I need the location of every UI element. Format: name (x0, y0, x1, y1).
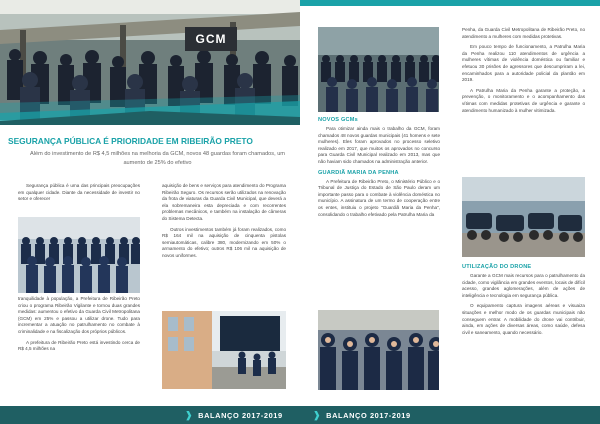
paragraph: tranquilidade à população, a Prefeitura de Ribeirão Preto criou o programa Ribeirão Vigilante e tornou duas grandes medidas: aumentou o efetivo da Guarda Civil Metropolitana (GCM) em 25% e passou a utilizar drone. Tudo para incrementar a atuação no patrulhamento no combate à criminalidade e na fiscalização dos próprios públicos. (18, 296, 140, 334)
section-title-guardia: GUARDIÃ MARIA DA PENHA (318, 169, 399, 176)
paragraph: Outros investimentos também já foram realizados, como R$ 164 mil na aquisição de cinquenta pistolas semiautomáticas, calibre 380, modernizando em 50% o armamento do efetivo; outros R$ 106 mil na aquisição de novos uniformes. (162, 226, 286, 258)
page-title: SEGURANÇA PÚBLICA É PRIORIDADE EM RIBEIRÃO PRETO (8, 136, 253, 146)
page-subtitle: Além do investimento de R$ 4,5 milhões na melhoria da GCM, novos 48 guardas foram chamados, um aumento de 25% do efetivo (30, 151, 285, 166)
footer-right-label: BALANÇO 2017-2019 (326, 410, 411, 420)
footer-left-label: BALANÇO 2017-2019 (198, 410, 283, 420)
paragraph: Em pouco tempo de funcionamento, a Patrulha Maria da Penha realizou 110 atendimentos de urgência a mulheres vítimas de violência doméstica ou familiar e efetuou 30 prisões de agressores que descumpriram a lei, encaminhados para a autoridade policial da plantão em 2019. (462, 44, 585, 83)
left-column-1 (18, 183, 140, 207)
paragraph: Segurança pública é uma das principais preocupações em qualquer cidade. Diante da necessidade de investir no setor e oferecer (18, 183, 140, 202)
paragraph: aquisição de bens e serviços para atendimento do Programa Ribeirão Seguro. Os recursos serão utilizados na renovação da frota de viaturas da Guarda Civil Municipal, que deverá a ela sobremaneira esta depreciada e com recorrentes problemas mecânicos, e também na instalação de câmeras do Sistema Detecta. (162, 183, 286, 221)
chevron-right-icon: ❱ (185, 409, 194, 420)
section-title-novos-gcms: NOVOS GCMs (318, 117, 358, 123)
footer-right (313, 407, 411, 423)
footer-left (185, 407, 283, 423)
photo-patrol-vehicles (462, 177, 585, 257)
left-column-1-cont (18, 296, 140, 357)
footer-bar (0, 406, 600, 424)
header-teal-band (0, 95, 300, 125)
photo-ceremony (162, 311, 286, 389)
drone-section (462, 264, 585, 340)
gcm-badge (185, 27, 237, 51)
left-column-2 (162, 183, 286, 264)
chevron-right-icon: ❱ (313, 409, 322, 420)
photo-female-guards (318, 310, 439, 390)
gcm-badge-label: GCM (195, 32, 227, 46)
section-title-drone: UTILIZAÇÃO DO DRONE (462, 264, 532, 270)
photo-new-guards (318, 27, 439, 112)
top-accent-bar (300, 0, 600, 6)
middle-column (318, 117, 440, 222)
paragraph: A Prefeitura de Ribeirão Preto, o Ministério Público e o Tribunal de Justiça do Estado de São Paulo deram um importante passo para o combate à violência doméstica no município. A assinatura de um termo de cooperação entre os entes, instituiu o projeto "Guardiã Maria da Penha", consolidando o trabalho efetivado pela Patrulha Maria da (318, 178, 440, 217)
paragraph: A prefeitura de Ribeirão Preto está investindo cerca de R$ 4,5 milhões na (18, 339, 140, 352)
paragraph: Garante a GCM mais recursos para o patrulhamento da cidade, como vigilância em grandes eventos, locais de difícil acesso, grandes aglomerações, além de ações de inteligência e tecnologia em segurança pública. (462, 273, 585, 298)
photo-guards-group (18, 217, 140, 293)
paragraph: A Patrulha Maria da Penha garante a proteção, a prevenção, o monitoramento e o acompanhamento das vítimas com medidas protetivas de urgência e garante o atendimento humanizado à mulher vitimizada. (462, 87, 585, 113)
paragraph: O equipamento captura imagens aéreas e visuaiza situações e melhor modo de os guardas municipais não conseguem entrar. A mobilidade do drone vai contribuir, ainda, em ações de diversas áreas, como saúde, defesa civil e saneamento, quando necessário. (462, 303, 585, 335)
right-column (462, 27, 585, 118)
paragraph: Penha, da Guarda Civil Metropolitana de Ribeirão Preto, no atendimento a mulheres com medidas protetivas. (462, 27, 585, 39)
paragraph: Para otimizar ainda mais o trabalho da GCM, foram chamados 48 novos guardas municipais (41 homens e sete mulheres). Eles foram aprovados no processo seletivo realizado em 2017, que muitos os aprovados no concurso para Guarda Civil Municipal realizado em 2013, mas que não haviam sido chamados na administração anterior. (318, 126, 440, 164)
